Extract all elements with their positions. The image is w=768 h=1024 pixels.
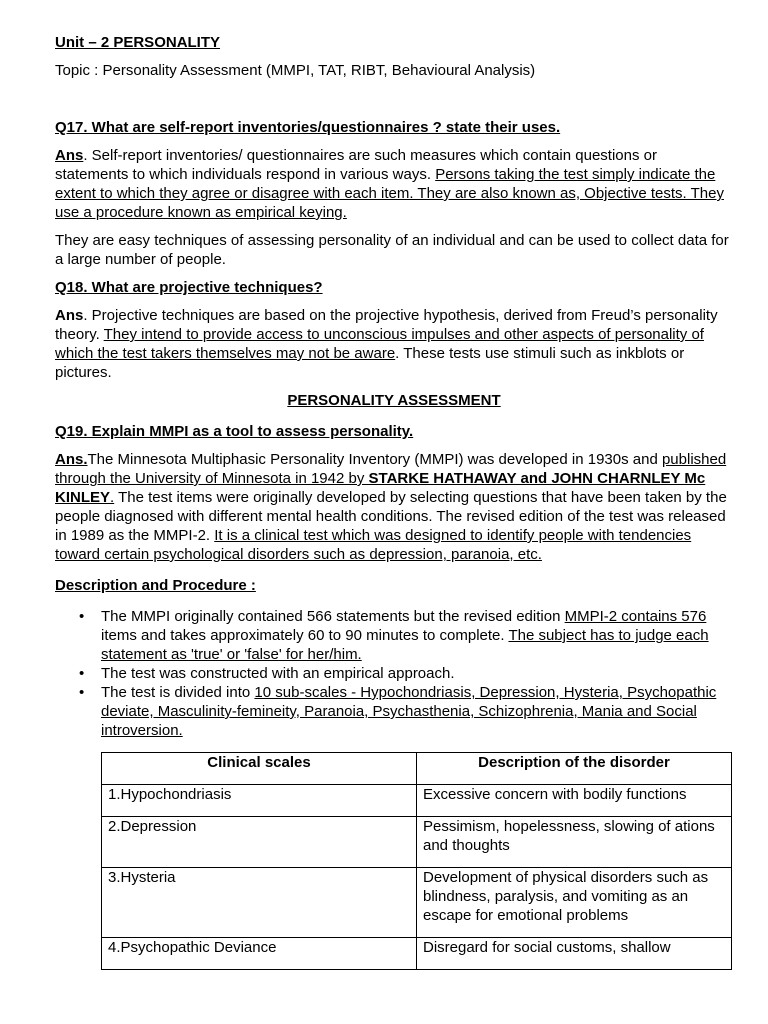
topic-line: Topic : Personality Assessment (MMPI, TAT, RIBT, Behavioural Analysis) [55, 62, 536, 79]
q19-ans-text: The Minnesota Multiphasic Personality Inventory (MMPI) was developed in 1930s and [87, 451, 662, 468]
bullet1-text-2: items and takes approximately 60 to 90 minutes to complete. [101, 627, 509, 644]
table-cell: 3.Hysteria [102, 868, 417, 938]
unit-title: Unit – 2 PERSONALITY [55, 34, 221, 51]
table-cell: 4.Psychopathic Deviance [102, 938, 417, 970]
q19-ans-underlined-3: It is a clinical test which was designed to identify people with tendencies toward certain psychological disorders such as depression, paranoia, etc. [55, 527, 692, 563]
bullet2-text: The test was constructed with an empirical approach. [101, 665, 455, 682]
bullet1-underlined-2: The subject has to judge each statement as 'true' or 'false' for her/him. [101, 627, 709, 663]
list-item [101, 664, 733, 683]
q17-para2: They are easy techniques of assessing personality of an individual and can be used to collect data for a large number of people. [55, 232, 729, 268]
table-row [102, 817, 732, 868]
q18-ans-text-2: . These tests use stimuli such as inkblots or pictures. [55, 345, 685, 381]
q17-answer [55, 146, 733, 222]
q19-question: Q19. Explain MMPI as a tool to assess personality. [55, 423, 414, 440]
bullet3-underlined: 10 sub-scales - Hypochondriasis, Depression, Hysteria, Psychopathic deviate, Masculinity-femineity, Paranoia, Psychasthenia, Schizophrenia, Mania and Social introversion. [101, 684, 717, 739]
list-item [101, 607, 733, 664]
description-heading: Description and Procedure : [55, 577, 256, 594]
procedure-list [55, 607, 733, 740]
clinical-scales-table [101, 752, 732, 970]
q17-ans-label: Ans [55, 147, 84, 164]
q18-ans-text: . Projective techniques are based on the projective hypothesis, derived from Freud’s personality theory. [55, 307, 718, 343]
document-page [55, 33, 733, 970]
q17-question: Q17. What are self-report inventories/questionnaires ? state their uses. [55, 119, 561, 136]
table-row [102, 938, 732, 970]
table-header-cell: Description of the disorder [417, 753, 732, 785]
table-cell: Excessive concern with bodily functions [417, 785, 732, 817]
bullet3-text: The test is divided into [101, 684, 255, 701]
table-cell: Pessimism, hopelessness, slowing of ations and thoughts [417, 817, 732, 868]
q18-answer [55, 306, 733, 382]
bullet1-underlined-1: MMPI-2 contains 576 [564, 608, 707, 625]
table-row [102, 868, 732, 938]
q19-ans-label: Ans. [55, 451, 88, 468]
table-cell: Disregard for social customs, shallow [417, 938, 732, 970]
q18-ans-underlined: They intend to provide access to unconscious impulses and other aspects of personality of which the test takers themselves may not be aware [55, 326, 704, 362]
q19-answer [55, 450, 733, 564]
table-cell: 1.Hypochondriasis [102, 785, 417, 817]
table-cell: 2.Depression [102, 817, 417, 868]
section-heading: PERSONALITY ASSESSMENT [287, 392, 501, 409]
q18-ans-label: Ans [55, 307, 84, 324]
q19-author-names: STARKE HATHAWAY and JOHN CHARNLEY Mc KINLEY [55, 470, 706, 506]
q19-ans-underlined-1: published through the University of Minnesota in 1942 by [55, 451, 727, 487]
q18-question: Q18. What are projective techniques? [55, 279, 323, 296]
table-header-row [102, 753, 732, 785]
q17-ans-text: . Self-report inventories/ questionnaires are such measures which contain questions or statements to which individuals respond in various ways. [55, 147, 657, 183]
q17-ans-underlined: Persons taking the test simply indicate the extent to which they agree or disagree with each item. They are also known as, Objective tests. They use a procedure known as empirical keying. [55, 166, 724, 221]
q19-ans-underlined-2: . [110, 489, 115, 506]
list-item [101, 683, 733, 740]
table-row [102, 785, 732, 817]
table-header-cell: Clinical scales [102, 753, 417, 785]
table-cell: Development of physical disorders such as blindness, paralysis, and vomiting as an escape for emotional problems [417, 868, 732, 938]
bullet1-text: The MMPI originally contained 566 statements but the revised edition [101, 608, 565, 625]
q19-ans-text-2: The test items were originally developed by selecting questions that have been taken by the people diagnosed with different mental health conditions. The revised edition of the test was released in 1989 as the MMPI-2. [55, 489, 727, 544]
